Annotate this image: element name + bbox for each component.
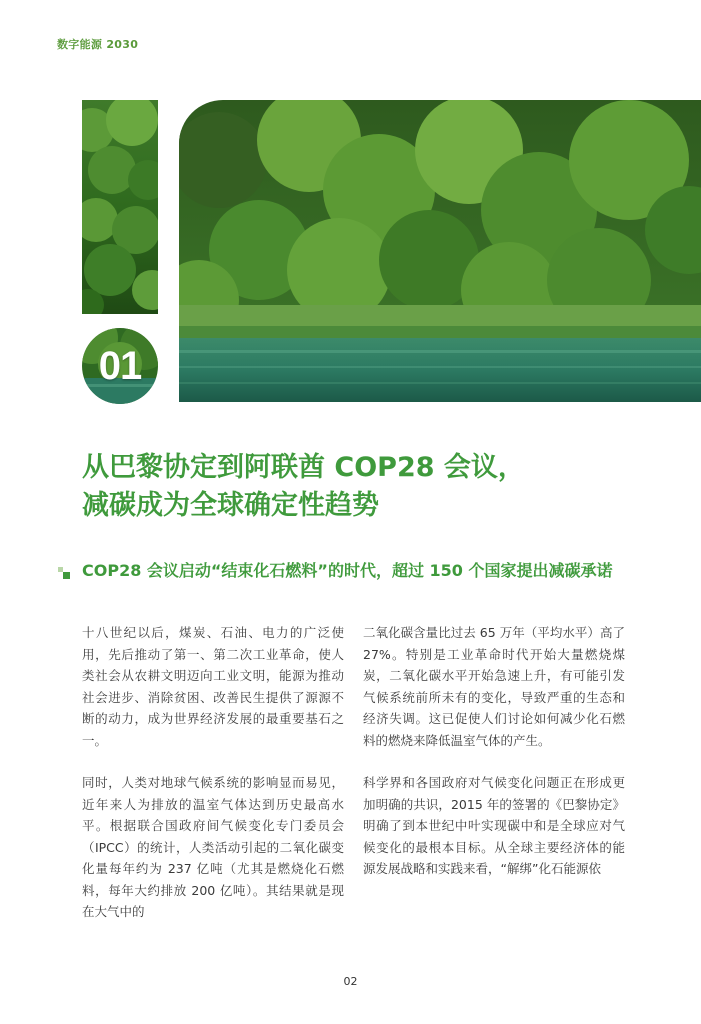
body-column-right — [363, 622, 625, 901]
paragraph: 二氧化碳含量比过去 65 万年（平均水平）高了 27%。特别是工业革命时代开始大量燃烧煤炭，二氧化碳水平开始急速上升，有可能引发气候系统前所未有的变化，导致严重的生态和经济失调。这已促使人们讨论如何减少化石燃料的燃烧来降低温室气体的产生。 — [363, 625, 625, 748]
paragraph: 同时，人类对地球气候系统的影响显而易见，近年来人为排放的温室气体达到历史最高水平。根据联合国政府间气候变化专门委员会（IPCC）的统计，人类活动引起的二氧化碳变化量每年约为 237 亿吨（尤其是燃烧化石燃料，每年大约排放 200 亿吨）。其结果就是现在大气中的 — [82, 775, 344, 919]
chapter-badge — [82, 328, 158, 404]
section-bullet-icon — [58, 567, 70, 579]
chapter-title — [82, 449, 642, 525]
forest-photo-strip — [82, 100, 158, 314]
section-heading: COP28 会议启动“结束化石燃料”的时代，超过 150 个国家提出减碳承诺 — [82, 561, 613, 580]
body-column-left — [82, 622, 344, 944]
chapter-title-line-2: 减碳成为全球确定性趋势 — [82, 490, 379, 521]
page-number: 02 — [343, 975, 358, 988]
paragraph: 科学界和各国政府对气候变化问题正在形成更加明确的共识，2015 年的签署的《巴黎协定》明确了到本世纪中叶实现碳中和是全球应对气候变化的最根本目标。从全球主要经济体的能源发展战略和实践来看，“解绑”化石能源依 — [363, 775, 625, 876]
chapter-number: 01 — [98, 343, 142, 388]
forest-lake-photo — [179, 100, 701, 402]
paragraph: 十八世纪以后，煤炭、石油、电力的广泛使用，先后推动了第一、第二次工业革命，使人类社会从农耕文明迈向工业文明，能源为推动社会进步、消除贫困、改善民生提供了源源不断的动力，成为世界经济发展的最重要基石之一。 — [82, 625, 344, 748]
running-header: 数字能源 2030 — [57, 38, 139, 51]
chapter-title-line-1: 从巴黎协定到阿联酋 COP28 会议， — [82, 452, 525, 483]
